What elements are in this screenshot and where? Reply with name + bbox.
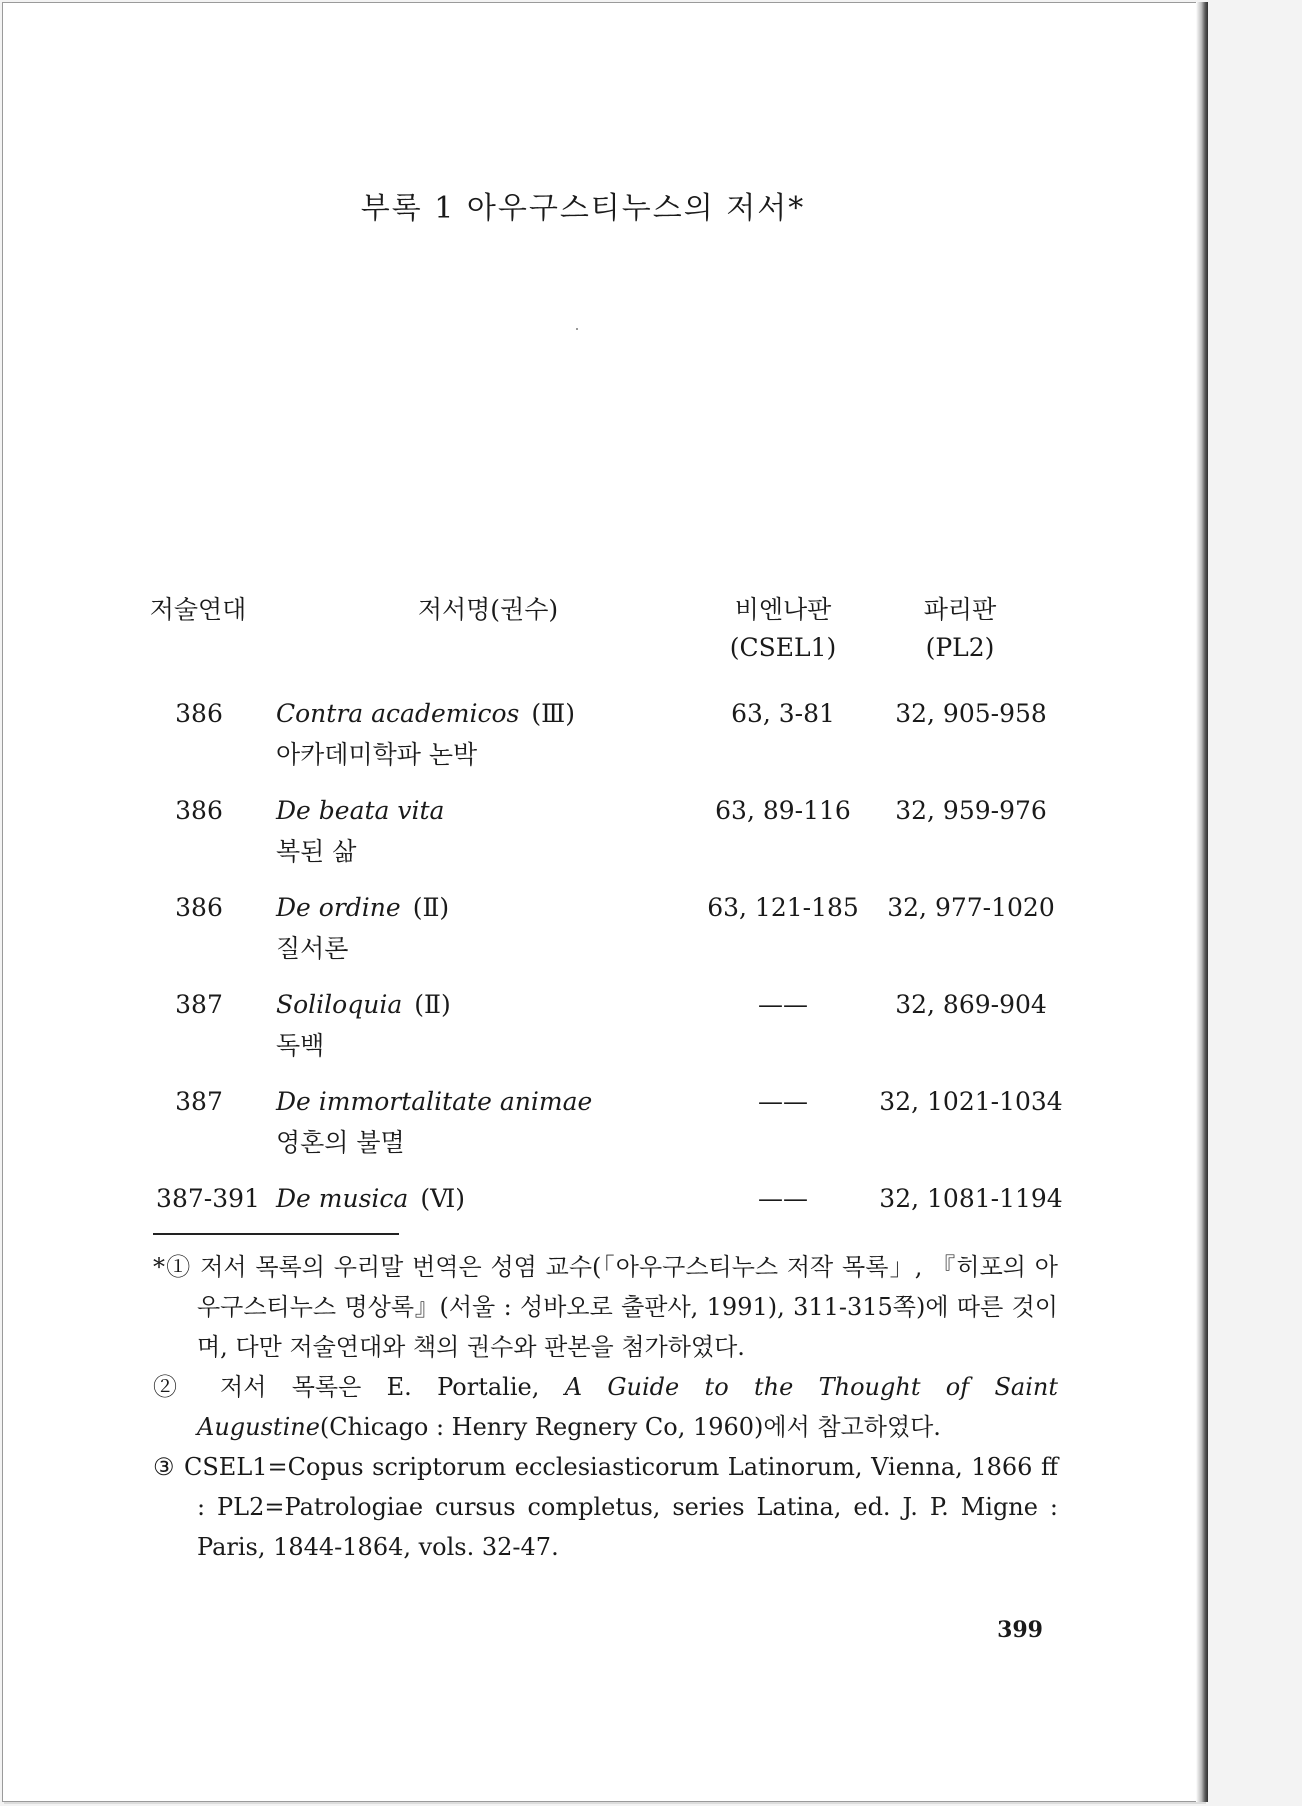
footnote-1: *① 저서 목록의 우리말 번역은 성염 교수(「아우구스티누스 저작 목록」, 『히포의 아우구스티누스 명상록』(서울 : 성바오로 출판사, 1991), 311-315쪽)에 따른 것이며, 다만 저술연대와 책의 권수와 판본을 첨가하였다.	[153, 1253, 1058, 1361]
row-paris: 32, 977-1020	[887, 893, 1055, 922]
row-latin-title: De beata vita	[276, 796, 445, 825]
header-vienna-sub: (CSEL1)	[729, 633, 837, 662]
footnote-2: ② 저서 목록은 E. Portalie, A Guide to the Thought of Saint Augustine(Chicago : Henry Regnery Co, 1960)에서 참고하였다.	[153, 1373, 1058, 1441]
row-paris: 32, 869-904	[895, 990, 1047, 1019]
row-latin-title: De musica (Ⅵ)	[276, 1184, 465, 1213]
row-korean-title: 복된 삶	[276, 837, 357, 866]
row-paris: 32, 905-958	[895, 699, 1047, 728]
footnote-divider	[153, 1233, 399, 1235]
row-vienna: 63, 121-185	[707, 893, 859, 922]
row-vienna: ——	[758, 1184, 808, 1213]
book-spine-edge	[1196, 2, 1208, 1802]
row-volume: (Ⅱ)	[412, 893, 450, 922]
row-year: 387	[175, 1087, 223, 1116]
row-year: 386	[175, 699, 223, 728]
table-row	[3, 1087, 1203, 1167]
header-vienna	[693, 591, 873, 667]
row-year: 387-391	[156, 1184, 260, 1213]
row-korean-title: 아카데미학파 논박	[276, 740, 478, 769]
row-latin-title: Contra academicos (Ⅲ)	[276, 699, 575, 728]
header-vienna-label: 비엔나판	[734, 595, 832, 624]
row-korean-title: 질서론	[276, 934, 349, 963]
table-row	[3, 699, 1203, 779]
table-row	[3, 990, 1203, 1070]
row-paris: 32, 1081-1194	[879, 1184, 1063, 1213]
book-page	[2, 2, 1204, 1802]
table-row	[3, 893, 1203, 973]
row-vienna: 63, 3-81	[731, 699, 835, 728]
page-title: 부록 1 아우구스티누스의 저서*	[360, 191, 806, 226]
row-volume: (Ⅵ)	[420, 1184, 465, 1213]
row-vienna: 63, 89-116	[715, 796, 851, 825]
row-vienna: ——	[758, 1087, 808, 1116]
row-volume: (Ⅲ)	[531, 699, 575, 728]
row-latin-title: Soliloquia (Ⅱ)	[276, 990, 451, 1019]
table-row	[3, 1184, 1203, 1228]
row-paris: 32, 1021-1034	[879, 1087, 1063, 1116]
header-paris	[895, 591, 1025, 667]
row-year: 387	[175, 990, 223, 1019]
row-korean-title: 영혼의 불멸	[276, 1128, 405, 1157]
header-title: 저서명(권수)	[417, 595, 559, 624]
row-year: 386	[175, 796, 223, 825]
table-row	[3, 796, 1203, 876]
header-year: 저술연대	[149, 595, 247, 624]
page-number: 399	[997, 1617, 1043, 1643]
row-latin-title: De ordine (Ⅱ)	[276, 893, 450, 922]
footnote-3: ③ CSEL1=Copus scriptorum ecclesiasticorum Latinorum, Vienna, 1866 ff : PL2=Patrologiae cursus completus, series Latina, ed. J. P. Migne : Paris, 1844-1864, vols. 32-47.	[153, 1453, 1058, 1561]
footnotes	[153, 1247, 1058, 1567]
row-year: 386	[175, 893, 223, 922]
row-vienna: ——	[758, 990, 808, 1019]
header-paris-label: 파리판	[923, 595, 997, 624]
row-paris: 32, 959-976	[895, 796, 1047, 825]
row-latin-title: De immortalitate animae	[276, 1087, 593, 1116]
header-paris-sub: (PL2)	[925, 633, 995, 662]
row-korean-title: 독백	[276, 1031, 325, 1060]
scan-speck	[576, 328, 578, 330]
row-volume: (Ⅱ)	[414, 990, 451, 1019]
footnote-2-book-title: A Guide to the Thought of Saint Augustine	[197, 1373, 1058, 1441]
